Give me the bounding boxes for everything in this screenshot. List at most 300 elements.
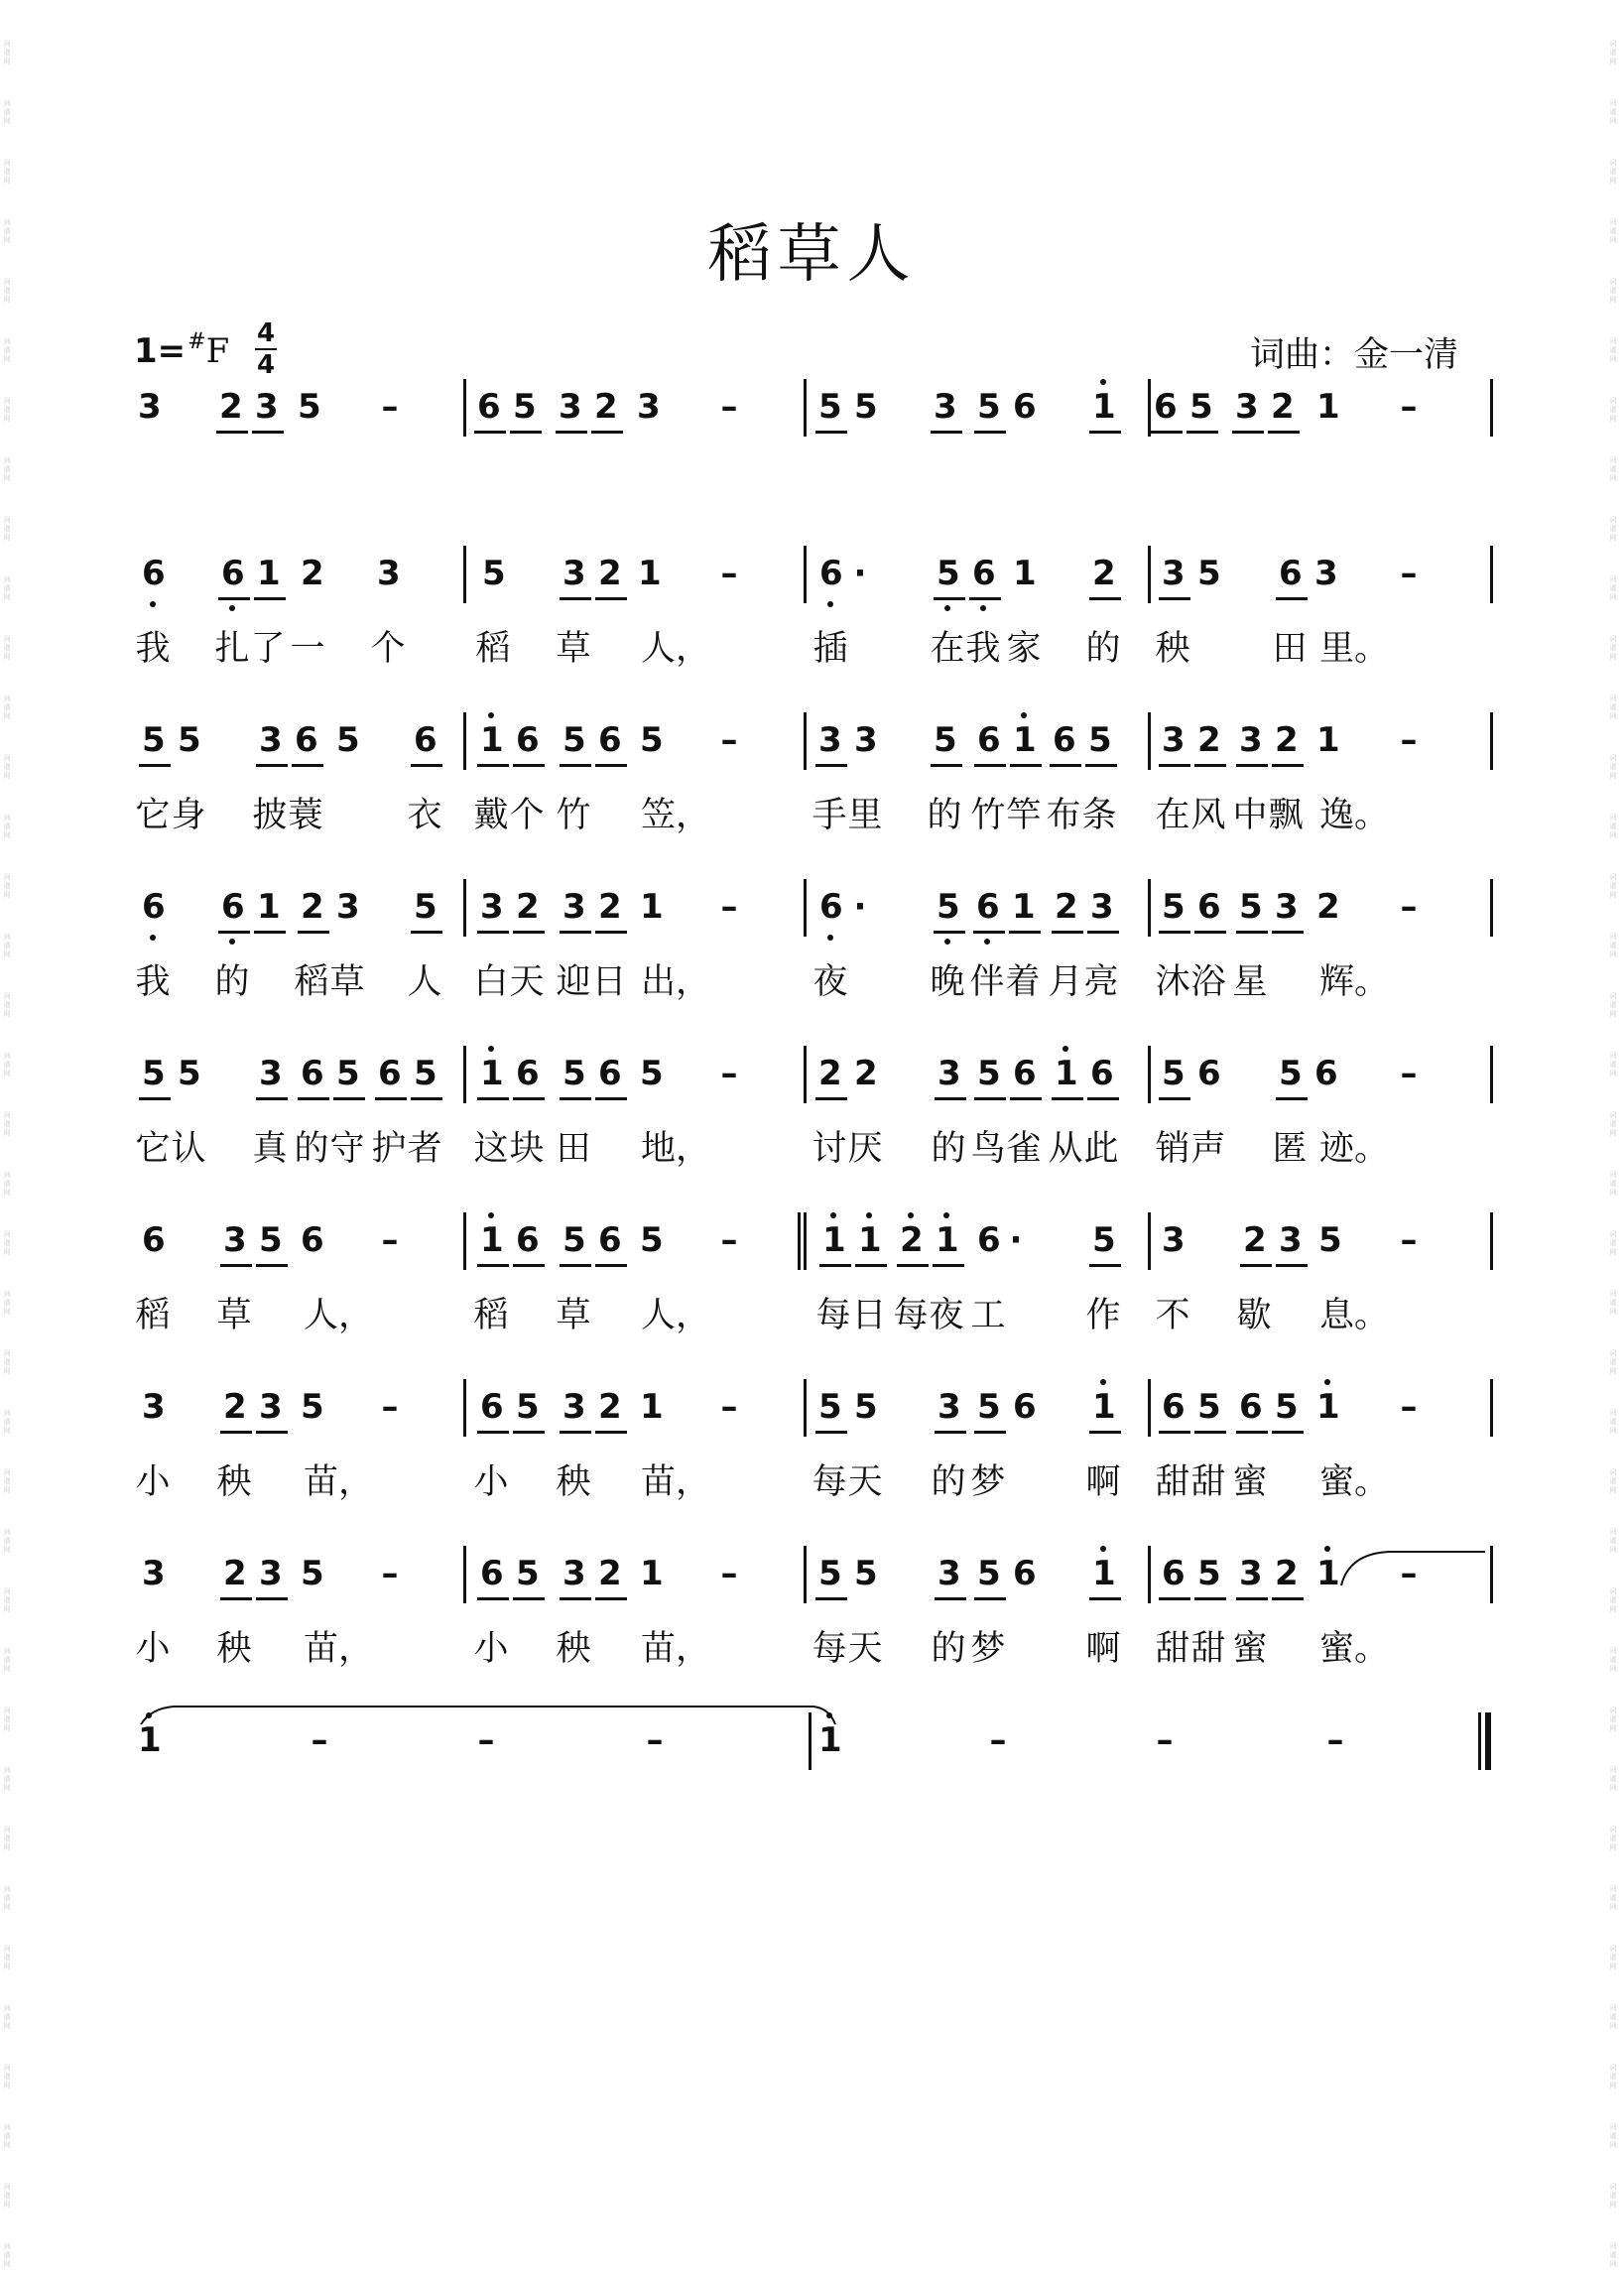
note: 6 [1197,887,1221,927]
note: – [720,1387,738,1427]
note: 6 [221,887,245,927]
lyric-char: 啊 [1085,1462,1121,1502]
watermark-text: 词 谱 网 [3,635,11,661]
note: 5 [1279,1054,1303,1093]
note: 5 [1239,887,1263,927]
lyric-char: 此 [1083,1129,1119,1169]
lyric-char: 衣 [407,796,442,835]
lyric-char: 甜 [1155,1462,1190,1502]
note: 1 [1316,1554,1340,1593]
note: 1 [640,1554,664,1593]
watermark-text: 词 谱 网 [1609,1766,1617,1792]
song-title: 稻草人 [707,218,917,292]
lyric-char: 我 [135,962,171,1002]
note: – [1400,387,1418,427]
lyric-char: 地， [641,1129,711,1169]
note: 5 [1092,1220,1116,1260]
note: – [1400,1054,1418,1093]
note: 2 [301,887,324,927]
lyric-char: 秧 [1155,629,1190,669]
watermark-text: 词 谱 网 [1609,1409,1617,1435]
lyric-char: 甜 [1190,1629,1226,1669]
note: 3 [1162,1220,1186,1260]
note: 5 [142,1054,166,1093]
watermark-text: 词 谱 网 [3,2123,11,2149]
note: 1 [1092,1554,1116,1593]
note: 6 [295,720,318,760]
lyric-char: 每 [812,1629,847,1669]
lyric-char: 苗， [304,1462,374,1502]
note: 6 [976,887,1000,927]
lyric-char: 草 [216,1296,252,1335]
note: 6 [301,1220,324,1260]
watermark-text: 词 谱 网 [1609,2242,1617,2268]
note: 2 [1243,1220,1267,1260]
watermark-text: 词 谱 网 [3,337,11,363]
note: 6 [516,1054,540,1093]
sharp-sign: # [187,329,206,354]
note: 5 [640,720,664,760]
watermark-text: 词 谱 网 [3,1766,11,1792]
watermark-text: 词 谱 网 [3,1707,11,1732]
note: 5 [1162,1054,1186,1093]
note: 5 [854,1387,878,1427]
note: 2 [598,554,622,593]
lyric-char: 星 [1232,962,1268,1002]
note: – [720,887,738,927]
watermark-text: 词 谱 网 [3,278,11,304]
lyric-char: 工 [970,1296,1006,1335]
watermark-text: 词 谱 网 [1609,159,1617,185]
note: 2 [1316,887,1340,927]
lyric-char: 蜜 [1232,1462,1268,1502]
note: 3 [562,554,586,593]
lyric-char: 笠， [641,796,711,835]
note: 3 [562,887,586,927]
note: – [1400,554,1418,593]
note: – [989,1720,1007,1760]
lyric-char: 小 [135,1462,171,1502]
note: 5 [336,1054,360,1093]
watermark-text: 词 谱 网 [1609,1171,1617,1197]
lyric-char: 甜 [1155,1629,1190,1669]
note: 3 [562,1387,586,1427]
lyric-char: 歇 [1236,1296,1272,1335]
watermark-text: 词 谱 网 [3,218,11,244]
note: 5 [1088,720,1112,760]
note: 6 [1314,1054,1338,1093]
lyric-char: 逸。 [1319,796,1390,835]
watermark-text: 词 谱 网 [3,159,11,185]
watermark-text: 词 谱 网 [1609,516,1617,542]
lyric-char: 竹 [970,796,1006,835]
lyric-char: 它 [135,796,171,835]
lyric-char: 草 [556,629,591,669]
lyric-char: 竿 [1006,796,1042,835]
note: 3 [1162,720,1186,760]
watermark-text: 词 谱 网 [1609,1945,1617,1970]
note: 2 [598,1554,622,1593]
note: 6 [516,1220,540,1260]
note: 6 [598,720,622,760]
note: 5 [482,554,506,593]
watermark-text: 词 谱 网 [3,754,11,780]
lyric-char: 出， [641,962,711,1002]
watermark-text: 词 谱 网 [3,2242,11,2268]
lyric-char: 的 [931,1129,966,1169]
lyric-char: 块 [509,1129,545,1169]
lyric-char: 秧 [556,1462,591,1502]
note: 3 [1090,887,1114,927]
note: 6 [1013,1554,1037,1593]
watermark-text: 词 谱 网 [1609,933,1617,958]
note: 1 [858,1220,882,1260]
lyric-char: 身 [171,796,206,835]
lyric-char: 匿 [1272,1129,1308,1169]
watermark-text: 词 谱 网 [1609,575,1617,601]
watermark-text: 词 谱 网 [3,1409,11,1435]
note: 5 [1162,887,1186,927]
note: 5 [562,1220,586,1260]
lyric-char: 飘 [1268,796,1304,835]
lyric-char: 我 [135,629,171,669]
lyric-char: 秧 [556,1629,591,1669]
lyric-char: 讨 [812,1129,847,1169]
lyric-char: 的 [1085,629,1121,669]
lyric-char: 白 [473,962,509,1002]
note: 3 [1314,554,1338,593]
lyric-char: 认 [171,1129,206,1169]
lyric-char: 亮 [1083,962,1119,1002]
note: 5 [301,1554,324,1593]
note: 6 [1154,387,1178,427]
lyric-char: 每 [893,1296,929,1335]
note: 5 [301,1387,324,1427]
watermark-text: 词 谱 网 [3,1826,11,1851]
lyric-char: 插 [812,629,848,669]
note: 3 [259,1554,283,1593]
note: 3 [1239,720,1263,760]
note: 3 [1235,387,1259,427]
lyric-char: 了 [250,629,286,669]
lyric-char: 的 [931,1462,966,1502]
lyric-char: 从 [1048,1129,1083,1169]
note: 3 [142,1554,166,1593]
note: 3 [138,387,162,427]
lyric-char: 苗， [641,1462,711,1502]
watermark-text: 词 谱 网 [3,1171,11,1197]
note: 1 [640,887,664,927]
lyric-char: 真 [252,1129,288,1169]
note: 3 [259,1054,283,1093]
watermark-text: 词 谱 网 [3,1111,11,1137]
lyric-char: 个 [370,629,406,669]
note: – [720,1220,738,1260]
note: – [1400,887,1418,927]
lyric-char: 声 [1190,1129,1226,1169]
lyric-char: 稻 [135,1296,171,1335]
lyric-char: 天 [509,962,545,1002]
note: 6 [598,1054,622,1093]
watermark-text: 词 谱 网 [3,1945,11,1970]
tie-line-8-start [1341,1552,1485,1585]
note: 1 [1092,1387,1116,1427]
lyric-char: 日 [851,1296,887,1335]
watermark-text: 词 谱 网 [3,1290,11,1316]
note: 6 [221,554,245,593]
watermark-text: 词 谱 网 [1609,456,1617,482]
lyric-char: 苗， [641,1629,711,1669]
note: 6 [977,720,1001,760]
note: 5 [818,1554,842,1593]
watermark-text: 词 谱 网 [1609,99,1617,125]
note: – [1400,1387,1418,1427]
watermark-text: 词 谱 网 [3,1230,11,1256]
note: 2 [818,1054,842,1093]
note: 1 [480,1054,504,1093]
lyric-char: 梦 [970,1629,1006,1669]
lyric-char: 竹 [556,796,591,835]
note: 1 [936,1220,959,1260]
lyric-char: 者 [407,1129,442,1169]
note: 2 [219,387,243,427]
watermark-text: 词 谱 网 [1609,1885,1617,1911]
watermark-text: 词 谱 网 [1609,1349,1617,1375]
note: 5 [178,720,201,760]
lyric-char: 戴 [473,796,509,835]
note: 5 [937,554,960,593]
watermark-text: 词 谱 网 [1609,218,1617,244]
watermark-text: 词 谱 网 [3,1052,11,1077]
note: 5 [640,1220,664,1260]
note: 6 [1239,1387,1263,1427]
note: 5 [640,1054,664,1093]
note: – [311,1720,328,1760]
lyric-char: 的 [927,796,962,835]
watermark-text: 词 谱 网 [1609,635,1617,661]
note: 1 [257,887,281,927]
lyric-char: 它 [135,1129,171,1169]
lyric-char: 中 [1232,796,1268,835]
watermark-text: 词 谱 网 [1609,1290,1617,1316]
note: 2 [854,1054,878,1093]
watermark-text: 词 谱 网 [1609,754,1617,780]
watermark-text: 词 谱 网 [3,1647,11,1673]
note: 5 [1275,1387,1299,1427]
note: 1 [1012,887,1036,927]
note: · [853,554,867,593]
lyric-char: 蜜。 [1319,1462,1390,1502]
note: 6 [516,720,540,760]
key-prefix: 1= [134,331,187,371]
note: – [381,387,399,427]
lyric-char: 秧 [216,1462,252,1502]
note: 6 [1162,1387,1186,1427]
watermark-text: 词 谱 网 [3,1587,11,1613]
note: – [1400,720,1418,760]
lyric-char: 条 [1081,796,1117,835]
note: 6 [819,887,843,927]
note: 3 [142,1387,166,1427]
note: 5 [854,1554,878,1593]
watermark-text: 词 谱 网 [1609,992,1617,1018]
watermark-text: 词 谱 网 [1609,337,1617,363]
note: 2 [1092,554,1116,593]
note: – [720,1554,738,1593]
lyric-char: 息。 [1319,1296,1390,1335]
note: 6 [142,554,166,593]
note: 6 [1013,1387,1037,1427]
note: 5 [178,1054,201,1093]
note: 2 [1275,720,1299,760]
note: 3 [637,387,661,427]
note: 6 [1013,387,1037,427]
lyric-char: 稻 [473,1296,509,1335]
note: 2 [598,887,622,927]
note: – [720,554,738,593]
note: 5 [1197,1554,1221,1593]
note: 5 [977,1387,1001,1427]
lyric-char: 天 [847,1629,883,1669]
note: 5 [1197,1387,1221,1427]
note: 3 [937,1387,961,1427]
note: 5 [818,387,842,427]
note: 5 [516,1387,540,1427]
note: 6 [414,720,437,760]
lyric-char: 草 [329,962,365,1002]
lyric-char: 月 [1048,962,1083,1002]
note: 6 [598,1220,622,1260]
note: – [1326,1720,1344,1760]
lyric-char: 手 [812,796,847,835]
note: – [1400,1220,1418,1260]
lyric-char: 厌 [847,1129,883,1169]
note: – [646,1720,664,1760]
watermark-text: 词 谱 网 [3,2064,11,2089]
lyric-char: 扎 [214,629,250,669]
note: 1 [1316,720,1340,760]
note: – [720,387,738,427]
watermark-text: 词 谱 网 [1609,1587,1617,1613]
note: 1 [138,1720,162,1760]
lyric-char: 着 [1005,962,1041,1002]
lyric-char: 蜜。 [1319,1629,1390,1669]
note: – [381,1387,399,1427]
note: 3 [937,1554,961,1593]
note: 6 [1013,1054,1037,1093]
note: 1 [257,554,281,593]
note: – [720,720,738,760]
watermark-text: 词 谱 网 [1609,2183,1617,2209]
note: 5 [937,887,960,927]
note: 6 [480,1387,504,1427]
note: 1 [480,1220,504,1260]
lyric-char: 迹。 [1319,1129,1390,1169]
lyric-char: 一 [290,629,325,669]
watermark-text: 词 谱 网 [1609,814,1617,839]
note: – [381,1220,399,1260]
watermark-text: 词 谱 网 [3,397,11,423]
note: 3 [854,720,878,760]
watermark-text: 词 谱 网 [1609,1647,1617,1673]
time-signature-top: 4 [256,318,276,348]
note: 6 [480,1554,504,1593]
lyric-char: 风 [1190,796,1226,835]
note: 3 [1162,554,1186,593]
lyric-char: 销 [1155,1129,1190,1169]
note: 3 [259,1387,283,1427]
note: 2 [516,887,540,927]
note: 3 [1275,887,1299,927]
note: 5 [854,387,878,427]
lyric-char: 在 [930,629,965,669]
note: 5 [513,387,537,427]
note: 3 [255,387,279,427]
lyric-char: 蓑 [288,796,323,835]
note: 1 [638,554,662,593]
note: 5 [977,1054,1001,1093]
watermark-text: 词 谱 网 [3,2004,11,2030]
watermark-text: 词 谱 网 [3,695,11,720]
watermark-text: 词 谱 网 [1609,2004,1617,2030]
watermark-text: 词 谱 网 [3,992,11,1018]
note: 1 [822,1220,846,1260]
note: 3 [818,720,842,760]
note: 3 [559,387,582,427]
watermark-text: 词 谱 网 [3,456,11,482]
note: 3 [480,887,504,927]
note: 2 [594,387,618,427]
lyric-char: 每 [815,1296,851,1335]
lyric-char: 人， [304,1296,374,1335]
time-signature-bottom: 4 [256,350,276,380]
lyric-char: 小 [135,1629,171,1669]
note: 5 [259,1220,283,1260]
lyric-char: 的 [214,962,250,1002]
note: 5 [1318,1220,1342,1260]
lyric-char: 稻 [475,629,511,669]
note: 6 [972,554,996,593]
watermark-text: 词 谱 网 [3,40,11,65]
lyric-char: 里 [847,796,883,835]
note: 2 [301,554,324,593]
note: 5 [414,1054,437,1093]
note: 5 [977,387,1001,427]
note: 3 [562,1554,586,1593]
note: 1 [1316,1387,1340,1427]
note: 2 [1197,720,1221,760]
note: 5 [1189,387,1213,427]
note: 1 [818,1720,842,1760]
lyric-char: 不 [1155,1296,1190,1335]
note: 5 [934,720,957,760]
lyric-char: 甜 [1190,1462,1226,1502]
lyric-char: 雀 [1006,1129,1042,1169]
note: 3 [259,720,283,760]
watermark-text: 词 谱 网 [3,1885,11,1911]
watermark-text: 词 谱 网 [3,575,11,601]
lyric-char: 布 [1046,796,1081,835]
note: 2 [223,1554,247,1593]
note: 2 [1271,387,1295,427]
watermark-text: 词 谱 网 [1609,873,1617,899]
note: – [1156,1720,1174,1760]
note: 6 [1090,1054,1114,1093]
lyric-char: 的 [931,1629,966,1669]
lyric-char: 梦 [970,1462,1006,1502]
watermark-text: 词 谱 网 [3,2183,11,2209]
lyric-char: 辉。 [1319,962,1390,1002]
